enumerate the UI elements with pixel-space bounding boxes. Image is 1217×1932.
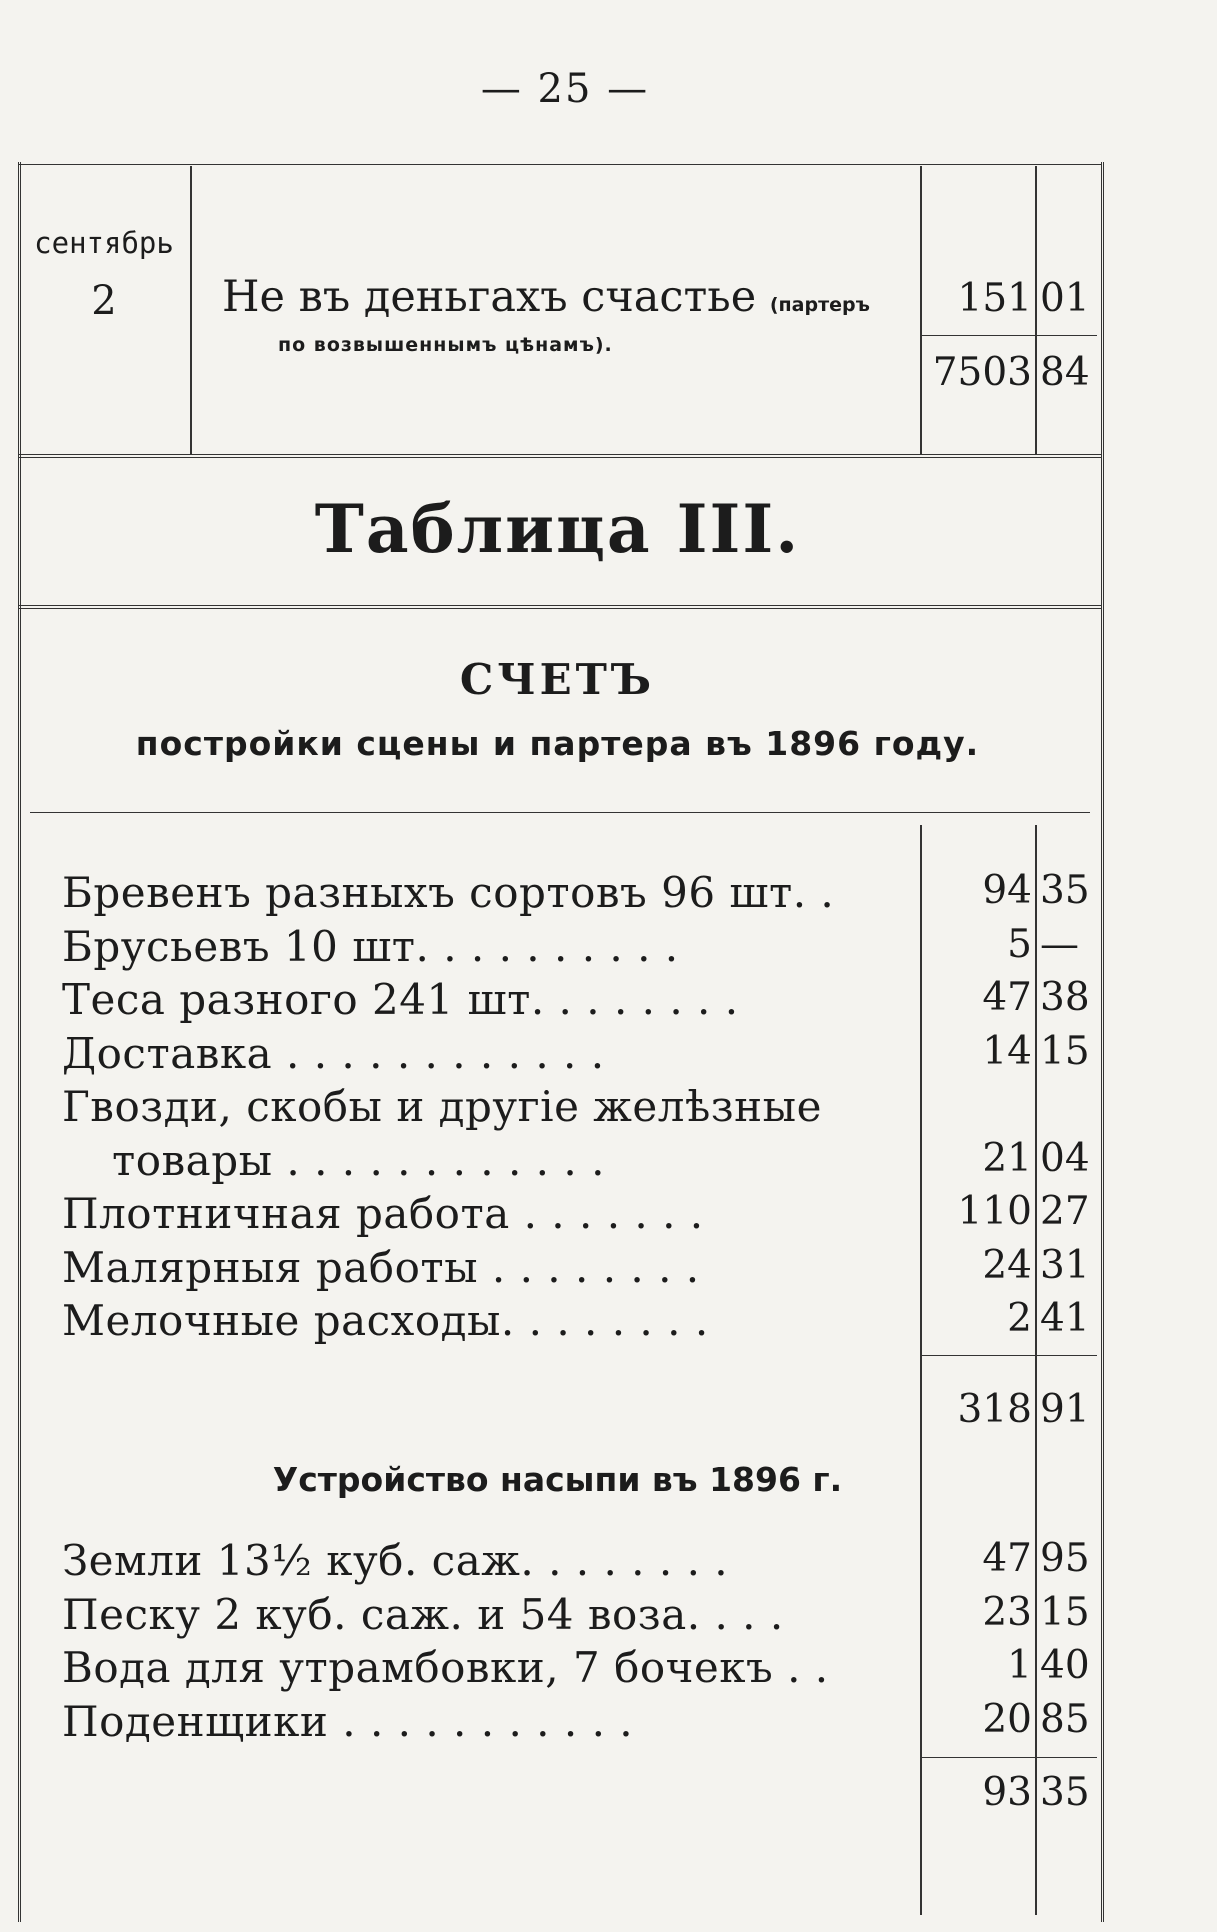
construction-row-rub: 94: [982, 868, 1032, 913]
entry-title-text: Не въ деньгахъ счастье: [222, 272, 757, 322]
entry-day: 2: [91, 278, 117, 324]
construction-row-label: Доставка . . . . . . . . . . . .: [62, 1028, 605, 1078]
col-divider-rub: [920, 825, 922, 1915]
construction-row-rub: 2: [1007, 1296, 1032, 1341]
construction-total-kop: 91: [1040, 1387, 1090, 1432]
page-number: — 25 —: [480, 66, 650, 112]
rule-top: [18, 164, 1101, 165]
embankment-row-label: Земли 13½ куб. саж. . . . . . . .: [62, 1536, 729, 1585]
construction-row-kop: 04: [1040, 1135, 1090, 1181]
embankment-row-label: Вода для утрамбовки, 7 бочекъ . .: [62, 1643, 829, 1692]
embankment-row-kop: 40: [1040, 1643, 1090, 1688]
construction-row-rub: 5: [1007, 921, 1032, 967]
rule-subtotal-top: [922, 335, 1097, 336]
embankment-row-kop: 85: [1040, 1696, 1090, 1742]
entry-note-part1: (партеръ: [769, 294, 870, 316]
embankment-row-rub: 23: [982, 1589, 1032, 1635]
construction-row-label: Плотничная работа . . . . . . .: [62, 1189, 704, 1238]
col-divider-date: [190, 166, 192, 454]
construction-row-kop: 31: [1040, 1242, 1090, 1288]
construction-row-kop: —: [1040, 921, 1079, 967]
embankment-title: Устройство насыпи въ 1896 г.: [272, 1460, 843, 1499]
construction-row-label: товары . . . . . . . . . . . .: [112, 1135, 605, 1185]
construction-row-kop: 27: [1040, 1189, 1090, 1234]
rule-after-account-title: [30, 812, 1090, 813]
construction-row-label: Малярныя работы . . . . . . . .: [62, 1242, 700, 1292]
table-title: Таблица III.: [314, 490, 801, 568]
rule-embankment-subtotal: [922, 1757, 1097, 1758]
col-divider-rub-top: [920, 166, 922, 454]
embankment-total-rub: 93: [982, 1770, 1032, 1815]
entry-note-part2: по возвышеннымъ цѣнамъ).: [278, 334, 613, 356]
account-subtitle: постройки сцены и партера въ 1896 году.: [135, 724, 980, 763]
construction-row-kop: 35: [1040, 868, 1090, 913]
embankment-row-label: Песку 2 куб. саж. и 54 воза. . . .: [62, 1589, 784, 1639]
rule-after-entry: [18, 454, 1101, 458]
construction-total-rub: 318: [957, 1387, 1032, 1432]
embankment-row-label: Поденщики . . . . . . . . . . .: [62, 1696, 634, 1746]
col-divider-kop-top: [1035, 166, 1037, 454]
construction-row-kop: 41: [1040, 1296, 1090, 1341]
construction-row-rub: 21: [982, 1135, 1032, 1181]
entry-title: [222, 272, 870, 322]
entry-total-kop: 84: [1040, 350, 1090, 395]
construction-row-label: Мелочные расходы. . . . . . . .: [62, 1296, 709, 1345]
rule-construction-subtotal: [922, 1355, 1097, 1356]
embankment-row-rub: 1: [1007, 1643, 1032, 1688]
entry-amount-kop: 01: [1040, 276, 1090, 321]
embankment-row-rub: 20: [982, 1696, 1032, 1742]
construction-row-label: Гвозди, скобы и другіе желѣзные: [62, 1082, 822, 1131]
construction-row-label: Бревенъ разныхъ сортовъ 96 шт. .: [62, 868, 835, 917]
entry-total-rub: 7503: [932, 350, 1032, 395]
entry-month: сентябрь: [34, 226, 174, 260]
construction-row-rub: 14: [982, 1028, 1032, 1074]
entry-amount-rub: 151: [957, 276, 1032, 321]
construction-row-rub: 47: [982, 975, 1032, 1020]
construction-row-label: Брусьевъ 10 шт. . . . . . . . . .: [62, 921, 679, 971]
rule-after-table-title: [18, 605, 1101, 609]
embankment-total-kop: 35: [1040, 1770, 1090, 1815]
construction-row-kop: 15: [1040, 1028, 1090, 1074]
embankment-row-rub: 47: [982, 1536, 1032, 1581]
construction-row-kop: 38: [1040, 975, 1090, 1020]
embankment-row-kop: 95: [1040, 1536, 1090, 1581]
col-divider-kop: [1035, 825, 1037, 1915]
construction-row-rub: 110: [957, 1189, 1032, 1234]
embankment-row-kop: 15: [1040, 1589, 1090, 1635]
construction-row-label: Теса разного 241 шт. . . . . . . .: [62, 975, 739, 1024]
construction-row-rub: 24: [982, 1242, 1032, 1288]
account-title: СЧЕТЪ: [459, 655, 656, 704]
